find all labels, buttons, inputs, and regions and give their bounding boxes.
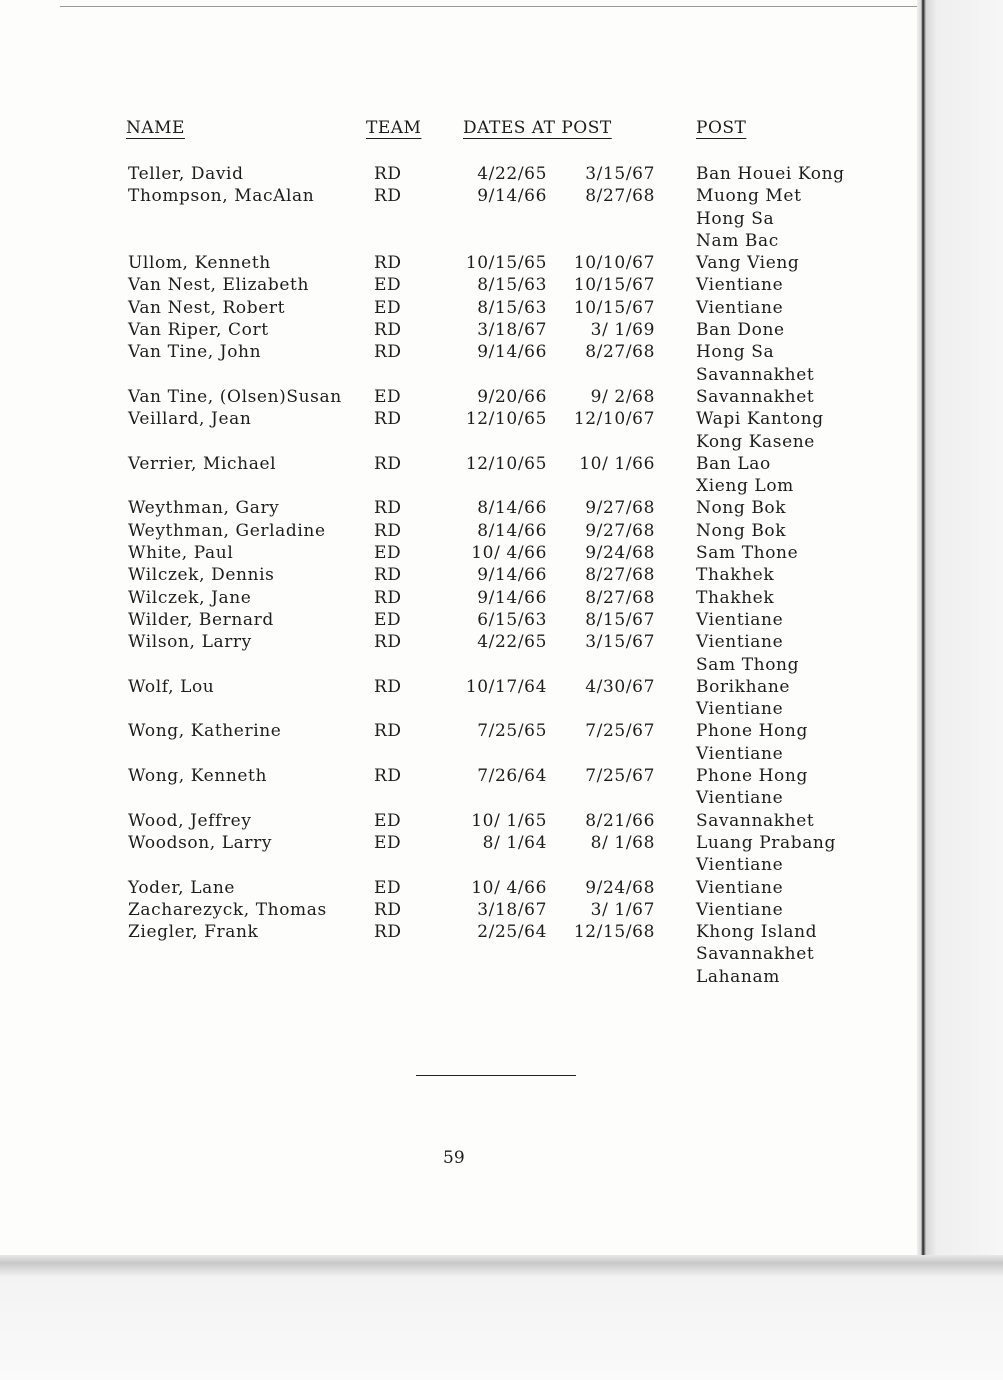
cell-end-date: 9/ 2/68 xyxy=(590,386,655,407)
table-row xyxy=(0,854,900,876)
footer-rule xyxy=(416,1075,576,1076)
cell-post: Luang Prabang xyxy=(696,832,836,853)
cell-start-date: 2/25/64 xyxy=(477,922,547,943)
cell-team: RD xyxy=(374,186,402,207)
cell-post: Ban Lao xyxy=(696,453,771,474)
cell-team: ED xyxy=(374,810,402,831)
cell-team: RD xyxy=(374,587,402,608)
cell-team: ED xyxy=(374,543,402,564)
header-team: TEAM xyxy=(366,118,422,138)
cell-end-date: 10/15/67 xyxy=(573,275,655,296)
cell-name: Wood, Jeffrey xyxy=(128,810,252,831)
cell-post: Lahanam xyxy=(696,966,780,987)
cell-end-date: 8/15/67 xyxy=(585,609,655,630)
table-row xyxy=(0,364,900,386)
cell-name: Weythman, Gerladine xyxy=(128,520,326,541)
cell-name: Van Tine, John xyxy=(128,342,262,363)
cell-name: White, Paul xyxy=(128,543,234,564)
cell-name: Wolf, Lou xyxy=(128,676,215,697)
cell-end-date: 7/25/67 xyxy=(585,721,655,742)
cell-post: Savannakhet xyxy=(696,364,815,385)
cell-name: Wilson, Larry xyxy=(128,632,252,653)
cell-name: Wong, Katherine xyxy=(128,721,282,742)
cell-end-date: 12/10/67 xyxy=(573,409,655,430)
cell-end-date: 9/24/68 xyxy=(585,877,655,898)
table-row xyxy=(0,743,900,765)
cell-name: Weythman, Gary xyxy=(128,498,280,519)
cell-start-date: 4/22/65 xyxy=(477,164,547,184)
table-row xyxy=(0,453,900,475)
cell-name: Veillard, Jean xyxy=(128,409,252,430)
table-row xyxy=(0,676,900,698)
cell-team: RD xyxy=(374,453,402,474)
cell-post: Wapi Kantong xyxy=(696,409,824,430)
cell-name: Thompson, MacAlan xyxy=(128,186,315,207)
cell-post: Ban Done xyxy=(696,320,785,341)
cell-start-date: 9/14/66 xyxy=(477,587,547,608)
cell-team: RD xyxy=(374,565,402,586)
cell-post: Thakhek xyxy=(696,587,775,608)
cell-name: Verrier, Michael xyxy=(128,453,277,474)
cell-post: Muong Met xyxy=(696,186,802,207)
cell-post: Khong Island xyxy=(696,922,818,943)
table-row xyxy=(0,899,900,921)
cell-team: ED xyxy=(374,877,402,898)
cell-end-date: 7/25/67 xyxy=(585,766,655,787)
cell-post: Hong Sa xyxy=(696,342,775,363)
cell-end-date: 9/27/68 xyxy=(585,498,655,519)
cell-start-date: 10/ 4/66 xyxy=(471,877,547,898)
table-row xyxy=(0,520,900,542)
cell-name: Ullom, Kenneth xyxy=(128,253,271,274)
table-row xyxy=(0,475,900,497)
scan-bottom-edge xyxy=(0,1255,1003,1380)
cell-team: RD xyxy=(374,520,402,541)
cell-start-date: 10/15/65 xyxy=(465,253,547,274)
cell-post: Sam Thone xyxy=(696,543,799,564)
cell-team: RD xyxy=(374,922,402,943)
table-row xyxy=(0,319,900,341)
cell-name: Yoder, Lane xyxy=(128,877,236,898)
cell-team: RD xyxy=(374,164,402,184)
table-row xyxy=(0,341,900,363)
cell-name: Wilczek, Jane xyxy=(128,587,252,608)
cell-end-date: 3/ 1/69 xyxy=(590,320,655,341)
cell-post: Vang Vieng xyxy=(696,253,800,274)
cell-end-date: 10/10/67 xyxy=(573,253,655,274)
header-post: POST xyxy=(696,118,747,138)
cell-start-date: 8/14/66 xyxy=(477,498,547,519)
cell-post: Vientiane xyxy=(696,699,784,720)
cell-team: ED xyxy=(374,275,402,296)
cell-start-date: 7/25/65 xyxy=(477,721,547,742)
cell-post: Vientiane xyxy=(696,632,784,653)
cell-post: Xieng Lom xyxy=(696,476,794,497)
cell-post: Vientiane xyxy=(696,855,784,876)
cell-name: Van Tine, (Olsen)Susan xyxy=(128,386,342,407)
cell-end-date: 3/15/67 xyxy=(585,164,655,184)
cell-start-date: 9/14/66 xyxy=(477,342,547,363)
cell-team: RD xyxy=(374,721,402,742)
cell-post: Savannakhet xyxy=(696,810,815,831)
cell-name: Teller, David xyxy=(128,164,244,184)
cell-end-date: 10/ 1/66 xyxy=(579,453,655,474)
cell-post: Vientiane xyxy=(696,275,784,296)
cell-post: Vientiane xyxy=(696,743,784,764)
cell-start-date: 12/10/65 xyxy=(465,409,547,430)
cell-start-date: 8/ 1/64 xyxy=(482,832,547,853)
table-row xyxy=(0,966,900,988)
cell-name: Ziegler, Frank xyxy=(128,922,259,943)
cell-name: Wong, Kenneth xyxy=(128,766,268,787)
table-row xyxy=(0,698,900,720)
cell-start-date: 10/ 1/65 xyxy=(471,810,547,831)
cell-start-date: 9/20/66 xyxy=(477,386,547,407)
cell-post: Vientiane xyxy=(696,877,784,898)
scan-right-edge xyxy=(917,0,1003,1380)
cell-start-date: 9/14/66 xyxy=(477,186,547,207)
table-row xyxy=(0,230,900,252)
cell-post: Phone Hong xyxy=(696,766,808,787)
cell-start-date: 12/10/65 xyxy=(465,453,547,474)
cell-start-date: 4/22/65 xyxy=(477,632,547,653)
cell-team: RD xyxy=(374,676,402,697)
cell-name: Wilder, Bernard xyxy=(128,609,274,630)
roster-table xyxy=(0,163,900,988)
cell-end-date: 9/27/68 xyxy=(585,520,655,541)
table-row xyxy=(0,832,900,854)
table-row xyxy=(0,163,900,185)
table-row xyxy=(0,208,900,230)
cell-name: Woodson, Larry xyxy=(128,832,273,853)
cell-post: Hong Sa xyxy=(696,208,775,229)
cell-post: Thakhek xyxy=(696,565,775,586)
cell-post: Nong Bok xyxy=(696,498,787,519)
cell-end-date: 10/15/67 xyxy=(573,297,655,318)
cell-post: Kong Kasene xyxy=(696,431,815,452)
cell-post: Nong Bok xyxy=(696,520,787,541)
table-row xyxy=(0,185,900,207)
cell-post: Phone Hong xyxy=(696,721,808,742)
cell-end-date: 8/27/68 xyxy=(585,565,655,586)
cell-team: RD xyxy=(374,899,402,920)
table-row xyxy=(0,564,900,586)
table-row xyxy=(0,765,900,787)
cell-end-date: 8/27/68 xyxy=(585,342,655,363)
cell-start-date: 3/18/67 xyxy=(477,899,547,920)
cell-post: Vientiane xyxy=(696,788,784,809)
header-name: NAME xyxy=(126,118,185,138)
table-row xyxy=(0,408,900,430)
table-row xyxy=(0,943,900,965)
cell-name: Zacharezyck, Thomas xyxy=(128,899,327,920)
cell-post: Savannakhet xyxy=(696,944,815,965)
table-row xyxy=(0,497,900,519)
table-row xyxy=(0,386,900,408)
cell-start-date: 8/15/63 xyxy=(477,297,547,318)
cell-post: Savannakhet xyxy=(696,386,815,407)
cell-post: Vientiane xyxy=(696,899,784,920)
cell-post: Sam Thong xyxy=(696,654,800,675)
table-row xyxy=(0,252,900,274)
table-row xyxy=(0,720,900,742)
cell-team: ED xyxy=(374,386,402,407)
cell-start-date: 8/14/66 xyxy=(477,520,547,541)
table-row xyxy=(0,654,900,676)
cell-end-date: 8/27/68 xyxy=(585,587,655,608)
cell-name: Van Nest, Robert xyxy=(128,297,286,318)
table-row xyxy=(0,297,900,319)
cell-team: RD xyxy=(374,498,402,519)
cell-start-date: 6/15/63 xyxy=(477,609,547,630)
header-dates: DATES AT POST xyxy=(463,118,612,138)
cell-team: RD xyxy=(374,409,402,430)
cell-team: RD xyxy=(374,632,402,653)
cell-start-date: 7/26/64 xyxy=(477,766,547,787)
table-row xyxy=(0,631,900,653)
cell-post: Ban Houei Kong xyxy=(696,164,845,184)
cell-end-date: 8/ 1/68 xyxy=(590,832,655,853)
cell-team: RD xyxy=(374,320,402,341)
cell-name: Van Riper, Cort xyxy=(128,320,269,341)
cell-post: Vientiane xyxy=(696,297,784,318)
cell-team: ED xyxy=(374,609,402,630)
table-row xyxy=(0,787,900,809)
cell-start-date: 3/18/67 xyxy=(477,320,547,341)
cell-start-date: 10/ 4/66 xyxy=(471,543,547,564)
table-row xyxy=(0,431,900,453)
cell-end-date: 3/ 1/67 xyxy=(590,899,655,920)
page-number: 59 xyxy=(443,1148,465,1168)
cell-team: RD xyxy=(374,766,402,787)
cell-name: Wilczek, Dennis xyxy=(128,565,275,586)
cell-end-date: 8/27/68 xyxy=(585,186,655,207)
cell-end-date: 9/24/68 xyxy=(585,543,655,564)
table-row xyxy=(0,877,900,899)
cell-team: ED xyxy=(374,297,402,318)
cell-post: Vientiane xyxy=(696,609,784,630)
cell-name: Van Nest, Elizabeth xyxy=(128,275,310,296)
scan-top-edge xyxy=(60,6,920,7)
cell-post: Nam Bac xyxy=(696,230,779,251)
cell-team: ED xyxy=(374,832,402,853)
cell-end-date: 3/15/67 xyxy=(585,632,655,653)
cell-team: RD xyxy=(374,253,402,274)
table-row xyxy=(0,609,900,631)
table-row xyxy=(0,810,900,832)
table-row xyxy=(0,921,900,943)
cell-start-date: 8/15/63 xyxy=(477,275,547,296)
table-row xyxy=(0,587,900,609)
table-row xyxy=(0,542,900,564)
table-row xyxy=(0,274,900,296)
cell-end-date: 12/15/68 xyxy=(573,922,655,943)
cell-post: Borikhane xyxy=(696,676,791,697)
cell-start-date: 10/17/64 xyxy=(465,676,547,697)
cell-end-date: 4/30/67 xyxy=(585,676,655,697)
cell-end-date: 8/21/66 xyxy=(585,810,655,831)
cell-start-date: 9/14/66 xyxy=(477,565,547,586)
cell-team: RD xyxy=(374,342,402,363)
